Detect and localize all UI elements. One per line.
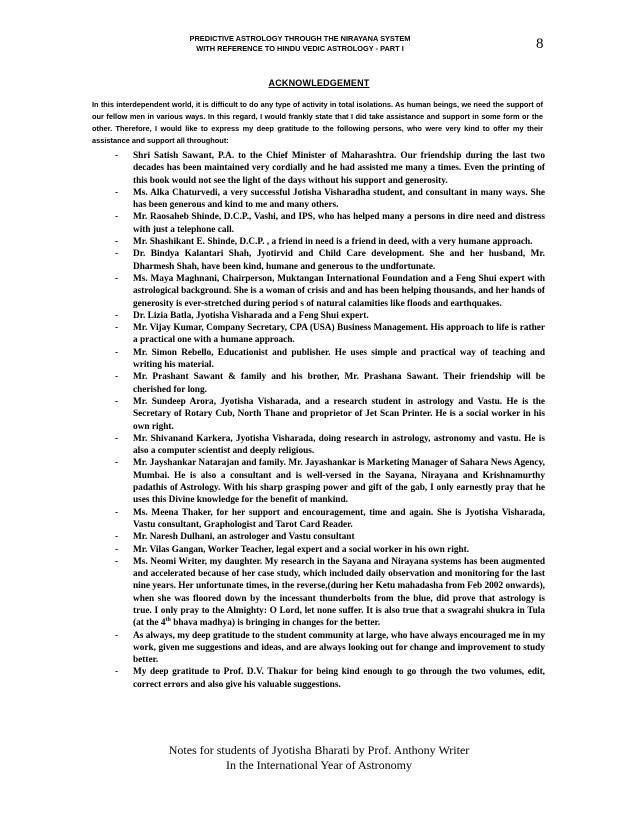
list-item-text: Shri Satish Sawant, P.A. to the Chief Minister of Maharashtra. Our friendship during the last two decades has been maintained very cordially and he had assisted me many a times. Even the printing of this book would not see the light of the days without his support and generosity.: [133, 151, 545, 186]
header-line-1: PREDICTIVE ASTROLOGY THROUGH THE NIRAYANA SYSTEM: [189, 34, 411, 43]
list-item-text: Mr. Raosaheb Shinde, D.C.P., Vashi, and IPS, who has helped many a persons in dire need and distress with just a telephone call.: [133, 212, 545, 235]
bullet-dash: -: [115, 433, 119, 444]
list-item: [0, 666, 638, 691]
list-item-text: Mr. Prashant Sawant & family and his brother, Mr. Prashana Sawant. Their friendship will be cherished for long.: [133, 372, 545, 395]
list-item-text: As always, my deep gratitude to the student community at large, who have always encouraged me in my work, given me suggestions and ideas, and are always looking out for change and improvement to study better.: [133, 630, 545, 666]
ordinal-superscript: th: [165, 617, 171, 624]
footer-line-2: In the International Year of Astronomy: [226, 758, 412, 772]
page-number: 8: [536, 36, 544, 52]
acknowledgement-list: [0, 150, 638, 691]
list-item-text: Dr. Lizia Batla, Jyotisha Visharada and a Feng Shui expert.: [133, 310, 369, 321]
running-header: [150, 34, 450, 54]
list-item-text-part: bhava madhya) is bringing in changes for the better.: [170, 618, 381, 629]
list-item: [0, 630, 638, 667]
list-item: [0, 371, 638, 396]
bullet-dash: -: [115, 556, 119, 567]
footer-line-1: Notes for students of Jyotisha Bharati by Prof. Anthony Writer: [168, 743, 470, 757]
bullet-dash: -: [115, 507, 119, 518]
list-item: [0, 322, 638, 347]
header-line-2: WITH REFERENCE TO HINDU VEDIC ASTROLOGY - PART I: [196, 44, 404, 53]
list-item-text: Ms. Meena Thaker, for her support and encouragement, time and again. She is Jyotisha Visharada, Vastu consultant, Graphologist and Tarot Card Reader.: [133, 507, 545, 530]
bullet-dash: -: [115, 458, 119, 469]
list-item-text: Mr. Vijay Kumar, Company Secretary, CPA (USA) Business Management. His approach to life is rather a practical one with a humane approach.: [133, 323, 545, 346]
list-item: [0, 211, 638, 236]
bullet-dash: -: [115, 187, 119, 198]
list-item-text-part: Ms. Neomi Writer, my daughter. My research in the Sayana and Nirayana systems has been augmented and accelerated because of her case study, which included daily observation and monitoring for the last nine years. Her unfortunate times, in the reverse,(during her Ketu mahadasha from Feb 2002 onwards), when she was floored down by the incessant thunderbolts from the blue, did prove that astrology is true. I only pray to the Almighty: O Lord, let none suffer. It is also true that a swagrahi shukra in Tula (at the 4: [133, 556, 545, 629]
list-item-text: Ms. Maya Maghnani, Chairperson, Muktangan International Foundation and a Feng Shui expert with astrological background. She is a woman of crisis and and has been helping thousands, and her hands of generosity is ever-stretched during period s of natural calamities like floods and earthquakes.: [133, 273, 546, 309]
page-footer: [0, 743, 638, 773]
list-item: [0, 544, 638, 556]
list-item-text: Mr. Shashikant E. Shinde, D.C.P. , a friend in need is a friend in deed, with a very humane approach.: [133, 237, 533, 248]
bullet-dash: -: [115, 532, 119, 543]
list-item: [0, 150, 638, 187]
bullet-dash: -: [115, 544, 119, 555]
list-item-text: Ms. Alka Chaturvedi, a very successful Jotisha Visharadha student, and consultant in many ways. She has been generous and kind to me and many others.: [133, 187, 545, 211]
bullet-dash: -: [115, 396, 119, 407]
list-item-text: Mr. Simon Rebello, Educationist and publisher. He uses simple and practical way of teaching and writing his material.: [133, 347, 545, 371]
list-item-text: Mr. Naresh Dulhani, an astrologer and Vastu consultant: [133, 532, 355, 543]
list-item-text: Mr. Jayshankar Natarajan and family. Mr. Jayashankar is Marketing Manager of Sahara News Agency, Mumbai. He is also a consultant and is well-versed in the Sayana, Nirayana and Krishnamurthy padathis of Astrology. With his sharp grasping power and gift of the gab, I only earnestly pray that he uses this Divine knowledge for the benefit of mankind.: [133, 458, 545, 506]
list-item: [0, 310, 638, 322]
bullet-dash: -: [115, 151, 119, 161]
list-item: [0, 248, 638, 273]
bullet-dash: -: [115, 273, 119, 284]
list-item-text: Mr. Shivanand Karkera, Jyotisha Visharada, doing research in astrology, astronomy and vastu. He is also a computer scientist and deeply religious.: [133, 433, 545, 457]
bullet-dash: -: [115, 347, 119, 358]
list-item: [0, 507, 638, 532]
list-item: [0, 457, 638, 506]
list-item: [0, 187, 638, 212]
bullet-dash: -: [115, 630, 119, 641]
intro-paragraph: In this interdependent world, it is difficult to do any type of activity in total isolations. As human beings, we need the support of our fellow men in various ways. In this regard, I would frankly state that I did take assistance and support in some form or the other. Therefore, I would like to express my deep gratitude to the following persons, who were very kind to offer my their assistance and support all throughout:: [92, 100, 543, 145]
list-item: [0, 531, 638, 543]
list-item: [0, 273, 638, 310]
bullet-dash: -: [115, 667, 119, 678]
list-item: [0, 236, 638, 248]
list-item-text: My deep gratitude to Prof. D.V. Thakur for being kind enough to go through the two volumes, edit, correct errors and also give his valuable suggestions.: [133, 667, 545, 690]
list-item-text: Mr. Vilas Gangan, Worker Teacher, legal expert and a social worker in his own right.: [133, 544, 470, 555]
list-item-text: Dr. Bindya Kalantari Shah, Jyotirvid and Child Care development. She and her husband, Mr. Dharmesh Shah, have been kind, humane and generous to the undfortunate.: [133, 249, 545, 272]
bullet-dash: -: [115, 212, 119, 223]
list-item: [0, 347, 638, 372]
section-title: ACKNOWLEDGEMENT: [268, 78, 370, 88]
list-item: [0, 433, 638, 458]
bullet-dash: -: [115, 310, 119, 321]
list-item-text: Mr. Sundeep Arora, Jyotisha Visharada, and a research student in astrology and Vastu. He is the Secretary of Rotary Cub, North Thane and proprietor of Jet Scan Printer. He is a social worker in his own right.: [133, 396, 545, 432]
bullet-dash: -: [115, 249, 119, 260]
list-item: [0, 396, 638, 433]
bullet-dash: -: [115, 323, 119, 334]
list-item: [0, 556, 638, 630]
bullet-dash: -: [115, 372, 119, 383]
list-item-text: [133, 556, 545, 630]
bullet-dash: -: [115, 237, 119, 248]
